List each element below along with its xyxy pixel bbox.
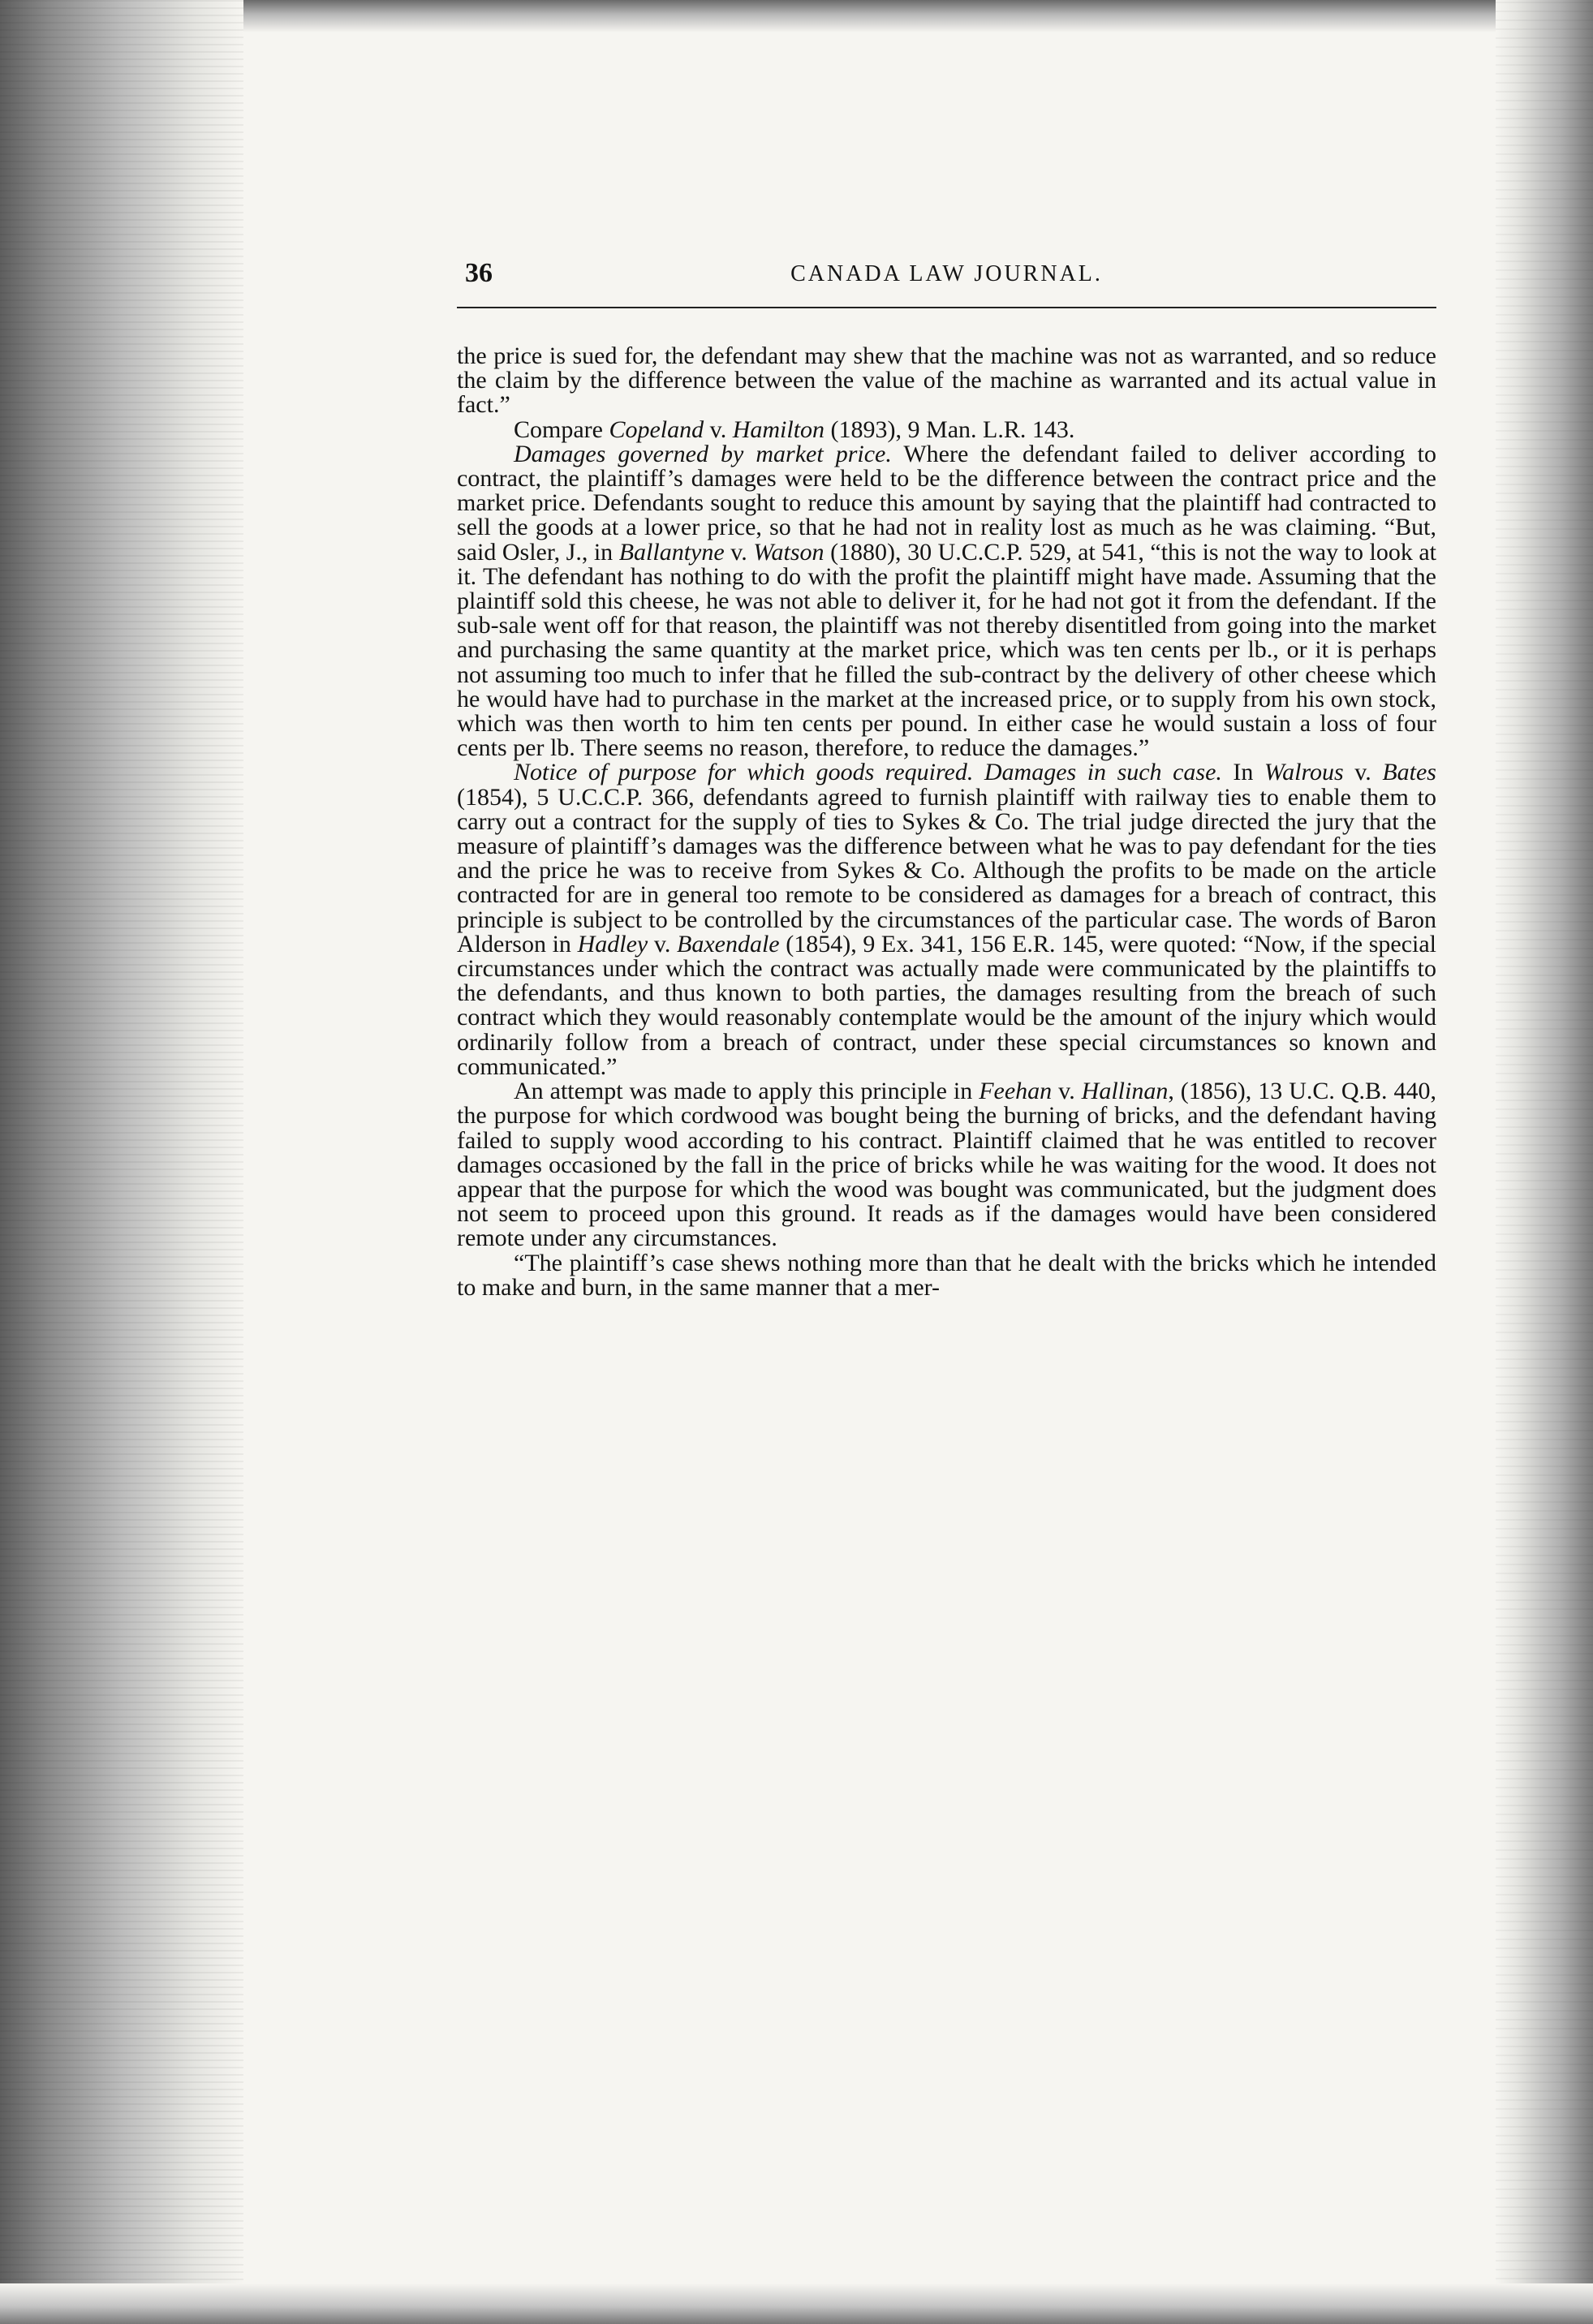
journal-title: CANADA LAW JOURNAL.	[790, 261, 1103, 286]
text-segment: , (1856), 13 U.C. Q.B. 440, the purpose for which cordwood was bought being the burning of bricks, and the defendant having failed to supply wood according to his contract. Plaintiff claimed that he was entitled to recover damages occasioned by the fall in the price of bricks while he was waiting for the wood. It does not appear that the purpose for which the wood was bought was communicated, but the judgment does not seem to proceed upon this ground. It reads as if the damages would have been considered remote under any circumstances.	[457, 1078, 1436, 1252]
page-content	[457, 258, 1436, 1300]
text-segment: Where the defendant failed to deliver according to contract, the plaintiff’s damages were held to be the difference between the contract price and the market price. Defendants sought to reduce this amount by saying that the plaintiff had contracted to sell the goods at a lower price, so that he had not in reality lost as much as he was claiming. “But, said Osler, J., in	[457, 440, 1437, 566]
text-segment: (1893), 9 Man. L.R. 143.	[824, 415, 1075, 443]
italic-text-segment: Copeland	[609, 415, 704, 443]
italic-text-segment: Watson	[753, 538, 824, 566]
paragraph	[457, 760, 1436, 1079]
text-segment: An attempt was made to apply this principle in	[514, 1078, 979, 1105]
text-segment: v.	[648, 930, 677, 958]
italic-text-segment: Hamilton	[732, 415, 825, 443]
italic-text-segment: Baxendale	[677, 930, 780, 958]
text-segment: (1880), 30 U.C.C.P. 529, at 541, “this is not the way to look at it. The defendant has nothing to do with the profit the plaintiff might have made. Assuming that the plaintiff sold this cheese, he was not able to deliver it, for he had not got it from the defendant. If the sub-sale went off for that reason, the plaintiff was not thereby disentitled from going into the market and purchasing the same quantity at the market price, which was ten cents per lb., or it is perhaps not assuming too much to infer that he filled the sub-contract by the delivery of other cheese which he would have had to purchase in the market at the increased price, or to supply from his own stock, which was then worth to him ten cents per pound. In either case he would sustain a loss of four cents per lb. There seems no reason, therefore, to reduce the damages.”	[457, 538, 1436, 762]
page-bottom-edge	[0, 2283, 1593, 2324]
text-segment: v.	[704, 415, 733, 443]
italic-text-segment: Hadley	[577, 930, 648, 958]
text-segment: v.	[1343, 759, 1383, 786]
book-binding-right	[1496, 0, 1593, 2324]
running-head	[457, 258, 1436, 295]
text-segment: Compare	[514, 415, 609, 443]
text-segment: the price is sued for, the defendant may shew that the machine was not as warranted, and so reduce the claim by the difference between the value of the machine as warranted and its actual value in fact.”	[457, 342, 1436, 419]
text-segment: (1854), 5 U.C.C.P. 366, defendants agreed to furnish plaintiff with railway ties to enable them to carry out a contract for the supply of ties to Sykes & Co. The trial judge directed the jury that the measure of plaintiff’s damages was the difference between what he was to pay defendant for the ties and the price he was to receive from Sykes & Co. Although the profits to be made on the article contracted for are in general too remote to be considered as damages for a breach of contract, this principle is subject to be controlled by the circumstances of the particular case. The words of Baron Alderson in	[457, 783, 1436, 958]
text-segment: v.	[724, 538, 754, 566]
text-segment: In	[1221, 759, 1264, 786]
text-segment: (1854), 9 Ex. 341, 156 E.R. 145, were quoted: “Now, if the special circumstances under which the contract was actually made were communicated by the plaintiffs to the defendants, and thus known to both parties, the damages resulting from the breach of such contract which they would reasonably contemplate would be the amount of the injury which would ordinarily follow from a breach of contract, under these special circumstances so known and communicated.”	[457, 930, 1436, 1080]
italic-text-segment: Damages governed by market price.	[514, 440, 892, 467]
italic-text-segment: Bates	[1382, 759, 1436, 786]
italic-text-segment: Hallinan	[1081, 1078, 1169, 1105]
paragraph	[457, 442, 1436, 761]
italic-text-segment: Walrous	[1264, 759, 1344, 786]
italic-text-segment: Ballantyne	[618, 538, 725, 566]
header-rule	[457, 307, 1436, 308]
italic-text-segment: Feehan	[979, 1078, 1053, 1105]
paragraph	[457, 344, 1436, 418]
italic-text-segment: Notice of purpose for which goods required. Damages in such case.	[514, 759, 1222, 786]
book-binding-left	[0, 0, 243, 2324]
paragraph	[457, 415, 1436, 443]
text-segment: v.	[1052, 1078, 1082, 1105]
page-number: 36	[465, 258, 493, 288]
body-text	[457, 344, 1436, 1300]
paragraph	[457, 1079, 1436, 1250]
paragraph	[457, 1251, 1436, 1300]
text-segment: “The plaintiff’s case shews nothing more than that he dealt with the bricks which he intended to make and burn, in the same manner that a mer-	[457, 1249, 1436, 1301]
